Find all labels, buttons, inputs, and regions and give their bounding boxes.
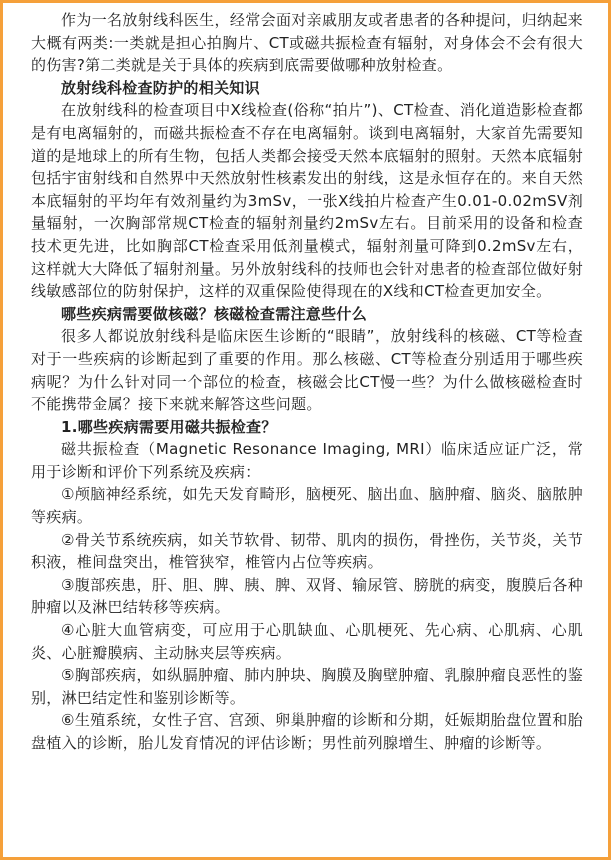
intro-paragraph: 作为一名放射线科医生，经常会面对亲戚朋友或者患者的各种提问，归纳起来大概有两类:一类就是担心拍胸片、CT或磁共振检查有辐射，对身体会不会有很大的伤害?第二类就是关于具体的疾病到底需要做哪种放射检查。	[31, 11, 583, 75]
list-item-cardio: ④心脏大血管病变，可应用于心肌缺血、心肌梗死、先心病、心肌病、心肌炎、心脏瓣膜病、主动脉夹层等疾病。	[31, 621, 583, 662]
list-item-neuro: ①颅脑神经系统，如先天发育畸形，脑梗死、脑出血、脑肿瘤、脑炎、脑脓肿等疾病。	[31, 485, 583, 527]
list-item-bone-joint: ②骨关节系统疾病，如关节软骨、韧带、肌肉的损伤，骨挫伤，关节炎，关节积液，椎间盘突出，椎管狭窄，椎管内占位等疾病。	[31, 530, 583, 572]
subheading-mri-diseases: 1.哪些疾病需要用磁共振检查？	[61, 417, 277, 436]
article-body	[31, 9, 583, 755]
section-heading-mri: 哪些疾病需要做核磁？核磁检查需注意些什么	[61, 304, 368, 323]
section-heading-radiation-protection: 放射线科检查防护的相关知识	[61, 78, 260, 97]
list-item-chest: ⑤胸部疾病，如纵膈肿瘤、肺内肿块、胸膜及胸壁肿瘤、乳腺肿瘤良恶性的鉴别，淋巴结定性和鉴别诊断等。	[31, 666, 583, 707]
mri-intro-paragraph: 很多人都说放射线科是临床医生诊断的“眼睛”，放射线科的核磁、CT等检查对于一些疾病的诊断起到了重要的作用。那么核磁、CT等检查分别适用于哪些疾病呢？为什么针对同一个部位的检查，核磁会比CT慢一些？为什么做核磁检查时不能携带金属？接下来就来解答这些问题。	[31, 327, 583, 414]
radiation-paragraph: 在放射线科的检查项目中X线检查(俗称“拍片”)、CT检查、消化道造影检查都是有电离辐射的，而磁共振检查不存在电离辐射。谈到电离辐射，大家首先需要知道的是地球上的所有生物，包括人类都会接受天然本底辐射的照射。天然本底辐射包括宇宙射线和自然界中天然放射性核素发出的射线，这是永恒存在的。来自天然本底辐射的平均年有效剂量约为3mSv，一张X线拍片检查产生0.01-0.02mSV剂量辐射，一次胸部常规CT检查的辐射剂量约2mSv左右。目前采用的设备和检查技术更先进，比如胸部CT检查采用低剂量模式，辐射剂量可降到0.2mSv左右，这样就大大降低了辐射剂量。另外放射线科的技师也会针对患者的检查部位做好射线敏感部位的防射保护，这样的双重保险使得现在的X线和CT检查更加安全。	[31, 101, 583, 301]
list-item-abdomen: ③腹部疾患，肝、胆、脾、胰、脾、双肾、输尿管、膀胱的病变，腹膜后各种肿瘤以及淋巴结转移等疾病。	[31, 575, 583, 617]
list-item-reproductive: ⑥生殖系统，女性子宫、宫颈、卵巢肿瘤的诊断和分期，妊娠期胎盘位置和胎盘植入的诊断，胎儿发育情况的评估诊断；男性前列腺增生、肿瘤的诊断等。	[31, 711, 583, 752]
mri-indications-paragraph: 磁共振检查（Magnetic Resonance Imaging, MRI）临床适应证广泛，常用于诊断和评价下列系统及疾病：	[31, 440, 583, 481]
